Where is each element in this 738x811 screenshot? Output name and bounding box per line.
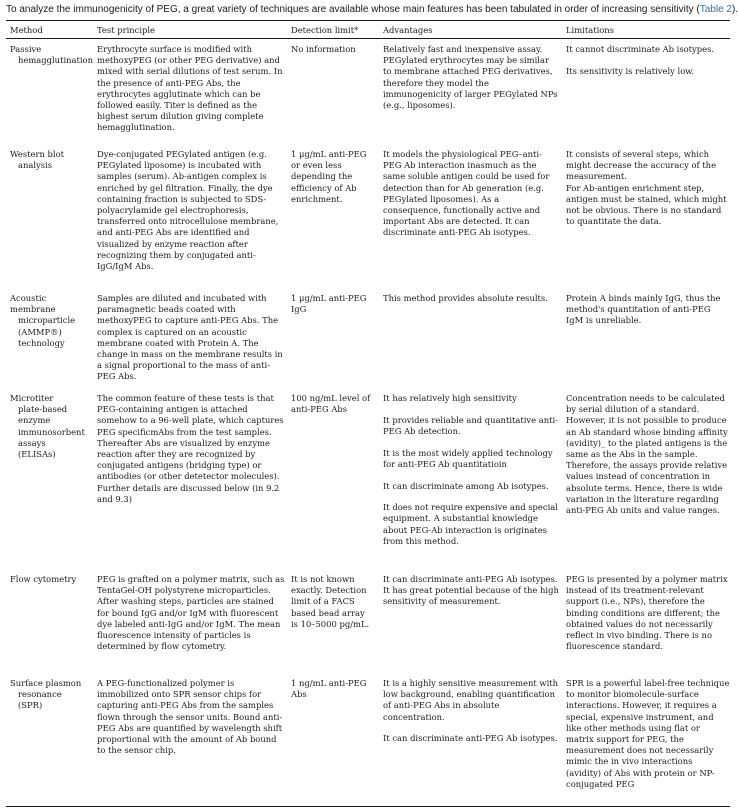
table-bottom-rule xyxy=(6,806,730,807)
limitation-item: Protein A binds mainly IgG, thus the method's quantitation of anti-PEG IgM is unreliable. xyxy=(566,293,721,326)
header-advantages: Advantages xyxy=(383,25,433,35)
advantages-cell xyxy=(383,393,559,547)
advantage-item: It provides reliable and quantitative anti-PEG Ab detection. xyxy=(383,414,559,436)
header-method: Method xyxy=(10,25,43,35)
header-test-principle: Test principle xyxy=(97,25,156,35)
method-cell: Flow cytometry xyxy=(10,574,77,584)
limitation-item: Concentration needs to be calculated by serial dilution of a standard. However, it is not possible to produce an Ab standard whose binding affinity (avidity)_ to the plated antigens is the same as the Abs in the sample. Therefore, the assays provide relative values instead of concentration in absolute terms. Hence, there is wide variation in the literature regarding anti-PEG Ab units and value ranges. xyxy=(566,393,728,516)
method-cell: Passive hemagglutination xyxy=(10,44,93,66)
advantages-cell xyxy=(383,293,559,304)
advantage-item: It is the most widely applied technology for anti-PEG Ab quantitatioin xyxy=(383,447,553,469)
detection-limit-cell: 1 μg/mL anti-PEG IgG xyxy=(291,293,367,315)
advantage-item: It does not require expensive and special equipment. A substantial knowledge about PEG-Ab interaction is originates from this method. xyxy=(383,502,558,546)
advantages-cell xyxy=(383,574,559,608)
header-detection-limit: Detection limit* xyxy=(291,25,359,35)
limitation-item: For Ab-antigen enrichment step, antigen must be stained, which might not be obvious. There is no standard to quantitate the data. xyxy=(566,182,727,227)
limitations-cell xyxy=(566,293,730,327)
advantage-item: It has relatively high sensitivity xyxy=(383,393,517,403)
advantage-item: Relatively fast and inexpensive assay. PEGylated erythrocytes may be similar to membrane attached PEG derivatives, therefore they model the immunogenicity of larger PEGylated NPs (e.g., liposomes). xyxy=(383,44,558,111)
table-top-rule xyxy=(6,20,730,21)
limitation-item: PEG is presented by a polymer matrix instead of its treatment-relevant support (i.e., NPs), therefore the binding conditions are different; the obtained values do not necessarily reflect in vivo binding. There is no fluorescence standard. xyxy=(566,574,728,652)
advantage-item: It can discriminate anti-PEG Ab isotypes. xyxy=(383,733,558,744)
limitations-cell xyxy=(566,393,730,516)
limitation-item: It consists of several steps, which might decrease the accuracy of the measurement. xyxy=(566,149,717,182)
advantage-item: It can discriminate anti-PEG Ab isotypes. It has great potential because of the high sensitivity of measurement. xyxy=(383,574,559,607)
limitation-item: Its sensitivity is relatively low. xyxy=(566,65,695,76)
limitations-cell xyxy=(566,574,730,652)
header-limitations: Limitations xyxy=(566,25,614,35)
advantage-item: It is a highly sensitive measurement with low background, enabling quantification of anti-PEG Abs in absolute concentration. xyxy=(383,678,559,722)
advantages-cell xyxy=(383,678,559,745)
limitations-cell xyxy=(566,149,730,227)
intro-paragraph xyxy=(6,3,738,16)
advantage-item: This method provides absolute results. xyxy=(383,293,548,303)
detection-limit-cell: No information xyxy=(291,44,356,54)
method-cell: Microtiter plate-based enzyme immunosorbent assays (ELISAs) xyxy=(10,393,85,460)
principle-cell: Dye-conjugated PEGylated antigen (e.g. PEGylated liposome) is incubated with samples (serum). Ab-antigen complex is enriched by gel filtration. Finally, the dye containing fraction is subjected to SDS-polyacrylamide gel electrophoresis, transferred onto nitrocellulose membrane, and anti-PEG Abs are identified and visualized by enzyme reaction after recognizing them by conjugated anti-IgG/IgM Abs. xyxy=(97,149,279,272)
limitation-item: It cannot discriminate Ab isotypes. xyxy=(566,44,715,54)
method-cell: Surface plasmon resonance (SPR) xyxy=(10,678,82,711)
limitations-cell xyxy=(566,678,730,790)
detection-limit-cell: It is not known exactly. Detection limit of a FACS based bead array is 10–5000 pg/mL. xyxy=(291,574,370,629)
limitation-item: SPR is a powerful label-free technique to monitor biomolecule-surface interactions. However, it requires a special, expensive instrument, and like other methods using flat or matrix support for PEG, the measurement does not necessarily mimic the in vivo interactions (avidity) of Abs with protein or NP-conjugated PEG xyxy=(566,678,730,789)
method-cell: Western blot analysis xyxy=(10,149,65,171)
principle-cell: The common feature of these tests is that PEG-containing antigen is attached somehow to a 96-well plate, which captures PEG specificmAbs from the test samples. Thereafter Abs are visualized by enzyme reaction after they are recognized by conjugated antigens (bridging type) or antibodies (or other detetector molecules). Further details are discussed below (in 9.2 and 9.3) xyxy=(97,393,284,504)
advantage-item: It models the physiological PEG–anti-PEG Ab interaction inasmuch as the same soluble antigen could be used for detection than for Ab generation (e.g. PEGylated liposomes). As a consequence, functionally active and important Abs are detected. It can discriminate anti-PEG Ab isotypes. xyxy=(383,149,550,238)
intro-end: ). xyxy=(731,4,738,15)
advantage-item: It can discriminate among Ab isotypes. xyxy=(383,480,549,491)
header-bottom-rule xyxy=(6,38,730,39)
limitations-cell xyxy=(566,44,730,77)
intro-text: To analyze the immunogenicity of PEG, a great variety of techniques are available whose main features has been tabulated in order of increasing sensitivity ( xyxy=(6,4,700,15)
table-2-link[interactable]: Table 2 xyxy=(699,4,732,15)
principle-cell: Samples are diluted and incubated with paramagnetic beads coated with methoxyPEG to capture anti-PEG Abs. The complex is captured on an acoustic membrane coated with Protein A. The change in mass on the membrane results in a signal proportional to the mass of anti-PEG Abs. xyxy=(97,293,283,382)
detection-limit-cell: 1 μg/mL anti-PEG or even less depending the efficiency of Ab enrichment. xyxy=(291,149,367,204)
method-cell: Acoustic membrane microparticle (AMMP®) technology xyxy=(10,293,76,348)
advantages-cell xyxy=(383,149,559,239)
principle-cell: A PEG-functionalized polymer is immobilized onto SPR sensor chips for capturing anti-PEG Abs from the samples flown through the sensor units. Bound anti-PEG Abs are quantified by wavelength shift proportional with the amount of Ab bound to the sensor chip. xyxy=(97,678,283,756)
principle-cell: Erythrocyte surface is modified with methoxyPEG (or other PEG derivative) and mixed with serial dilutions of test serum. In the presence of anti-PEG Abs, the erythrocytes agglutinate which can be followed easily. Titer is defined as the highest serum dilution giving complete hemagglutination. xyxy=(97,44,283,133)
detection-limit-cell: 100 ng/mL level of anti-PEG Abs xyxy=(291,393,371,415)
advantages-cell xyxy=(383,44,559,111)
detection-limit-cell: 1 ng/mL anti-PEG Abs xyxy=(291,678,367,700)
principle-cell: PEG is grafted on a polymer matrix, such as TentaGel-OH polystyrene microparticles. After washing steps, particles are stained for bound IgG and/or IgM with fluorescent dye labeled anti-IgG and/or IgM. The mean fluorescence intensity of particles is determined by flow cytometry. xyxy=(97,574,285,652)
